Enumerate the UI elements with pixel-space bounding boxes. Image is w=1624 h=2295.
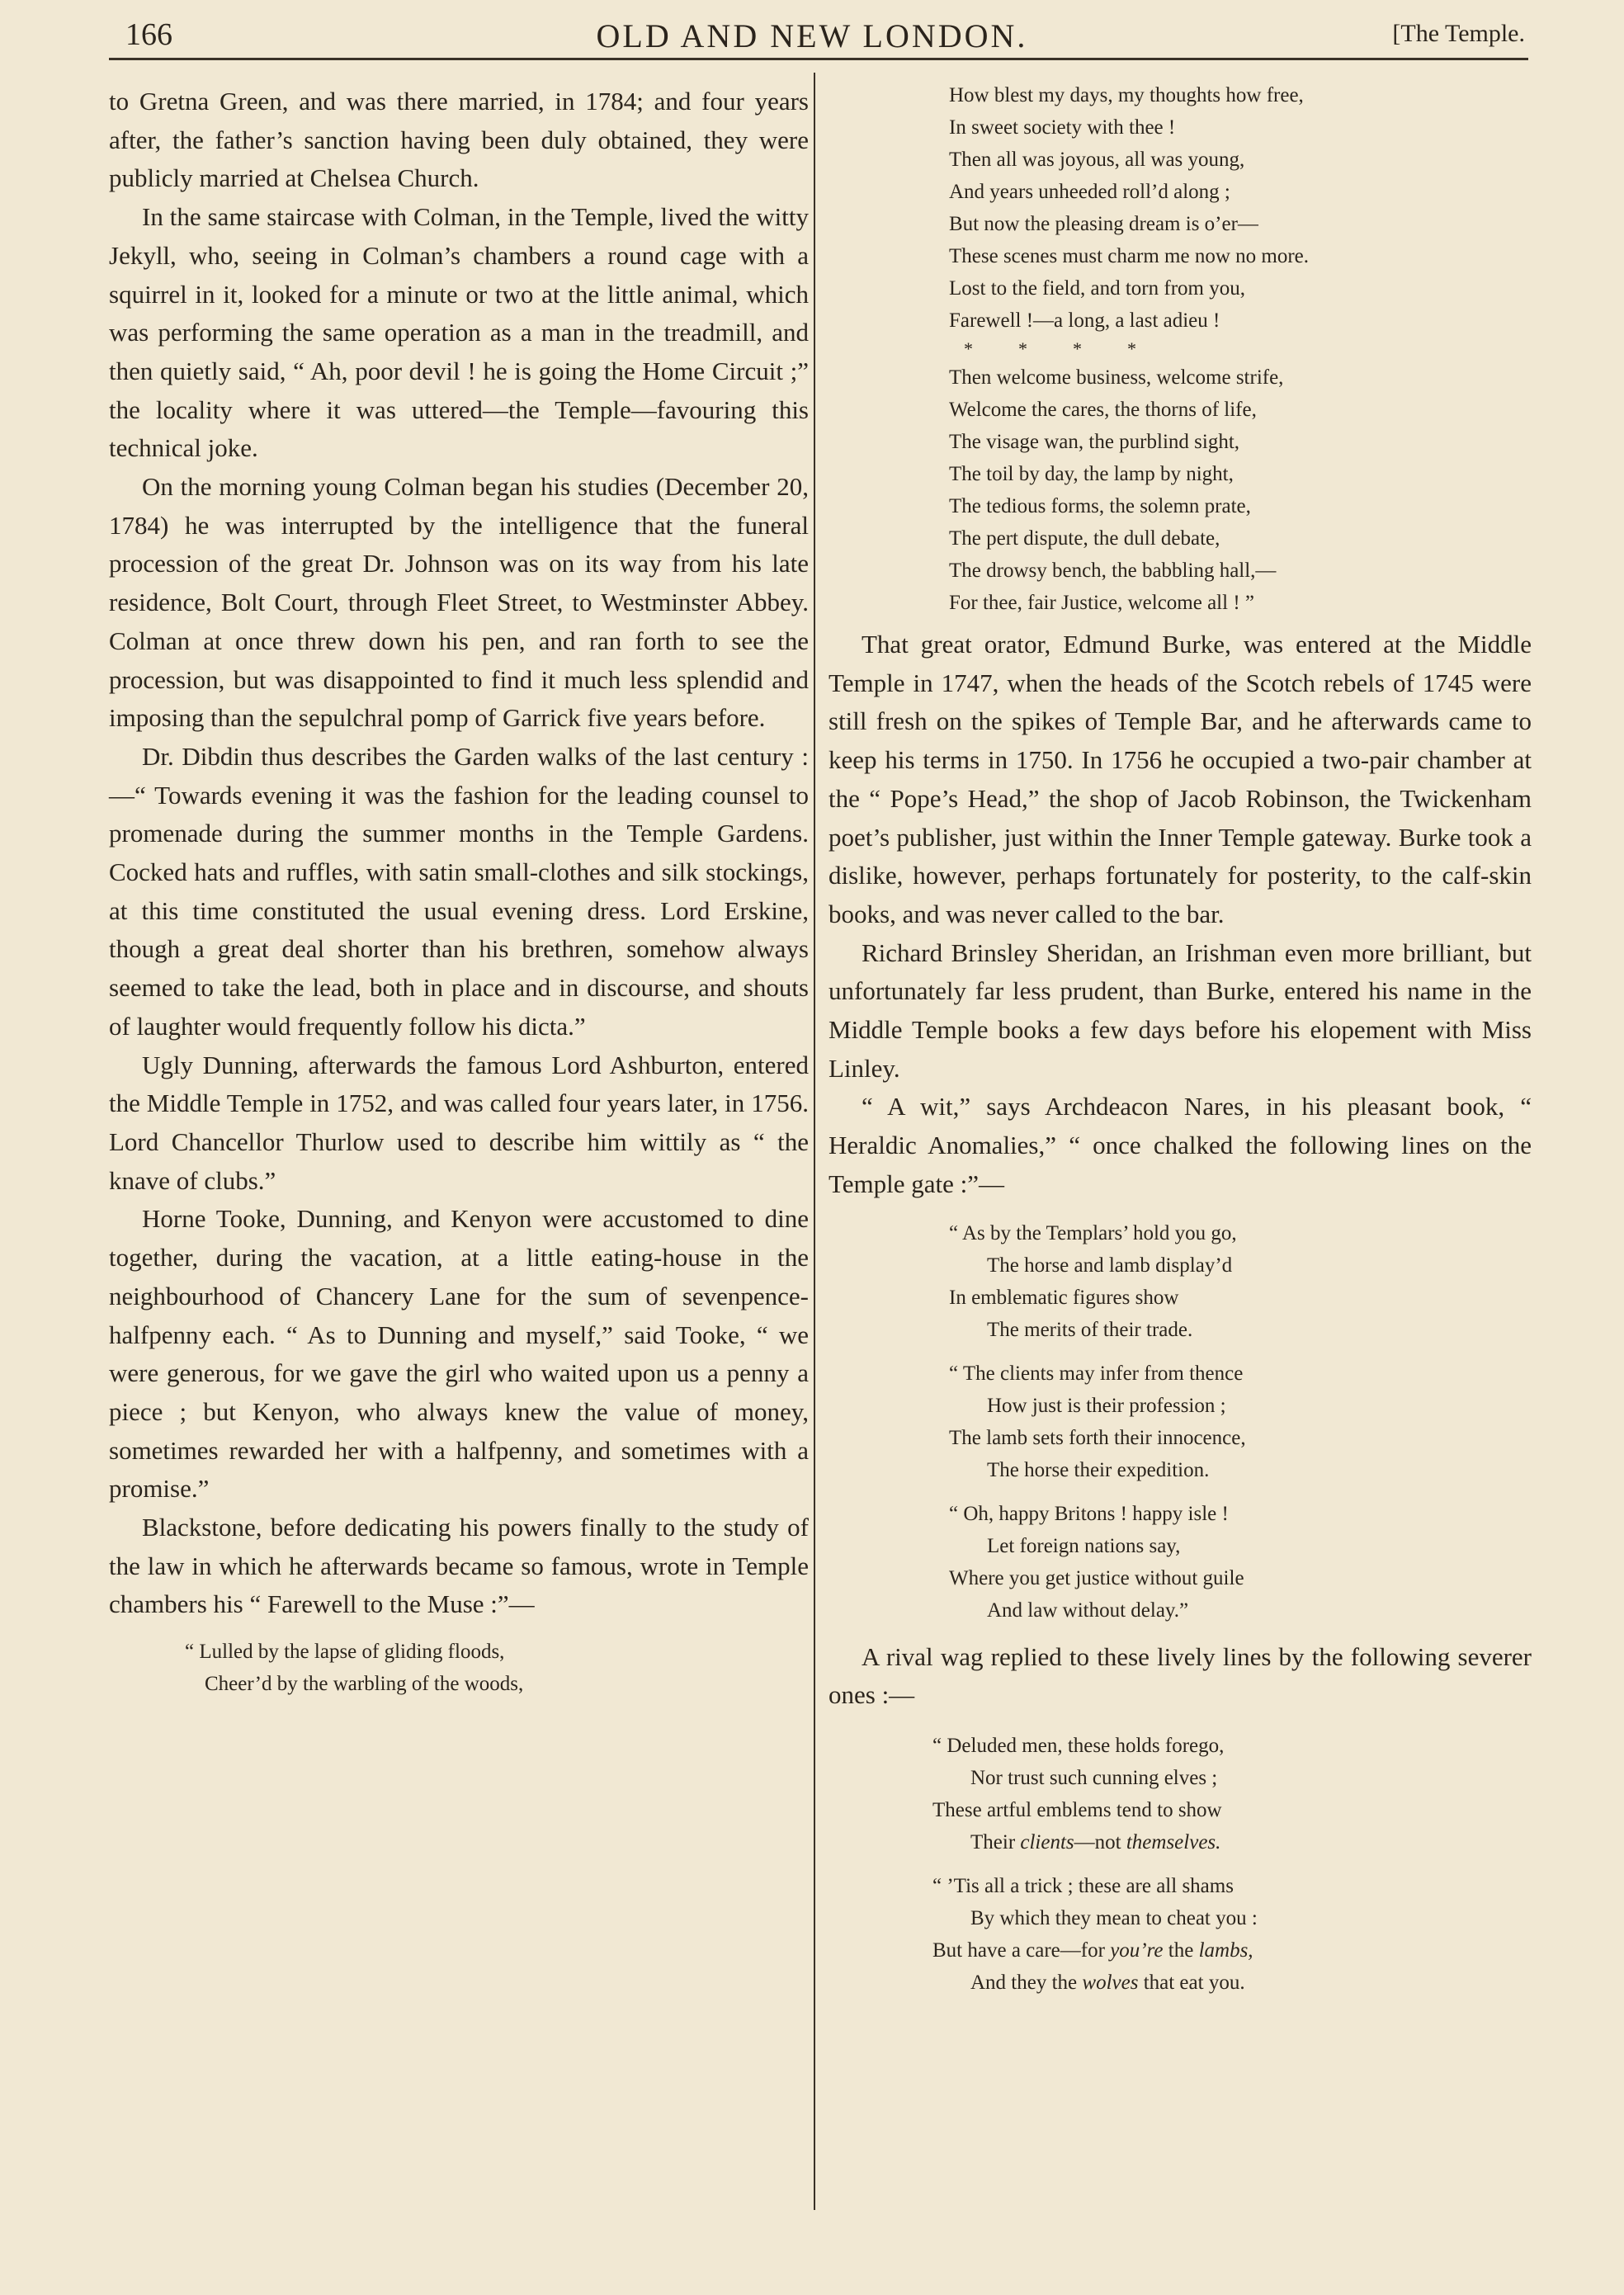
poem-line: Lost to the field, and torn from you,: [949, 277, 1245, 300]
poem-line: The horse their expedition.: [987, 1458, 1210, 1481]
poem-line: Let foreign nations say,: [987, 1534, 1181, 1557]
paragraph: to Gretna Green, and was there married, in 1784; and four years after, the father’s sanction having been duly obtained, they were publicly married at Chelsea Church.: [109, 87, 809, 193]
paragraph: Blackstone, before dedicating his powers finally to the study of the law in which he afterwards became so famous, wrote in Temple chambers his “ Farewell to the Muse :”—: [109, 1513, 809, 1619]
poem-line: [932, 1934, 1532, 1967]
poem-line: The drowsy bench, the babbling hall,—: [949, 560, 1277, 582]
text-run: And they the: [970, 1971, 1083, 1994]
paragraph: That great orator, Edmund Burke, was entered at the Middle Temple in 1747, when the heads of the Scotch rebels of 1745 were still fresh on the spikes of Temple Bar, and he afterwards came to keep his terms in 1750. In 1756 he occupied a two-pair chamber at the “ Pope’s Head,” the shop of Jacob Robinson, the Twickenham poet’s publisher, just within the Inner Temple gateway. Burke took a dislike, however, perhaps fortunately for posterity, to the calf-skin books, and was never called to the bar.: [829, 630, 1532, 928]
poem-line: Nor trust such cunning elves ;: [970, 1766, 1218, 1789]
paragraph: Horne Tooke, Dunning, and Kenyon were accustomed to dine together, during the vacation, at a little eating-house in the neighbourhood of Chancery Lane for the sum of sevenpence-halfpenny each. “ As to Dunning and myself,” said Tooke, “ we were generous, for we gave the girl who waited upon us a penny a piece ; but Kenyon, who always knew the value of money, sometimes rewarded her with a halfpenny, and sometimes with a promise.”: [109, 1204, 809, 1504]
stanza: [949, 1217, 1532, 1346]
poem-line: And law without delay.”: [987, 1598, 1189, 1622]
text-run: —not: [1074, 1830, 1126, 1853]
asterism: * * * *: [964, 338, 1136, 359]
text-run: Their: [970, 1830, 1021, 1853]
poem-line: These scenes must charm me now no more.: [949, 245, 1309, 267]
italic-run: themselves.: [1126, 1830, 1221, 1853]
italic-run: wolves: [1082, 1971, 1139, 1994]
poem-line: The tedious forms, the solemn prate,: [949, 495, 1251, 517]
poem-line: Farewell !—a long, a last adieu !: [949, 309, 1220, 332]
stanza: [949, 1358, 1532, 1486]
poem-line: By which they mean to cheat you :: [970, 1906, 1258, 1929]
stanza: [949, 1498, 1532, 1627]
poem-line: But now the pleasing dream is o’er—: [949, 213, 1258, 235]
poem-line: “ The clients may infer from thence: [949, 1362, 1244, 1385]
page-header: [0, 0, 1624, 66]
poem-line: How just is their profession ;: [987, 1394, 1226, 1417]
stanza: [932, 1730, 1532, 1858]
right-column: [829, 83, 1532, 2010]
poem-line: The merits of their trade.: [987, 1318, 1193, 1341]
paragraph: A rival wag replied to these lively lines by the following severer ones :—: [829, 1641, 1532, 1710]
poem-line: Cheer’d by the warbling of the woods,: [205, 1673, 524, 1696]
paragraph: On the morning young Colman began his studies (December 20, 1784) he was interrupted by the intelligence that the funeral procession of the great Dr. Johnson was on its way from his late residence, Bolt Court, through Fleet Street, to Westminster Abbey. Colman at once threw down his pen, and ran forth to see the procession, but was disappointed to find it much less splendid and imposing than the sepulchral pomp of Garrick five years before.: [109, 472, 809, 733]
italic-run: you’re: [1110, 1938, 1164, 1962]
poem-line: “ Lulled by the lapse of gliding floods,: [185, 1641, 505, 1664]
header-rule: [109, 58, 1528, 60]
poem-line: “ As by the Templars’ hold you go,: [949, 1221, 1237, 1244]
poem-line: [932, 1967, 1532, 1999]
paragraph: Ugly Dunning, afterwards the famous Lord Ashburton, entered the Middle Temple in 1752, and was called four years later, in 1756. Lord Chancellor Thurlow used to describe him wittily as “ the knave of clubs.”: [109, 1050, 809, 1195]
poem-line: These artful emblems tend to show: [932, 1798, 1222, 1821]
poem-line: “ Oh, happy Britons ! happy isle !: [949, 1502, 1229, 1525]
poem-line: Where you get justice without guile: [949, 1566, 1244, 1589]
temple-gate-verse: [829, 1217, 1532, 1627]
poem-line: [932, 1826, 1532, 1858]
section-label: [The Temple.: [1392, 20, 1525, 47]
page-number: 166: [125, 17, 172, 52]
farewell-poem-continued: [829, 79, 1532, 619]
italic-run: lambs,: [1198, 1938, 1253, 1962]
paragraph: Dr. Dibdin thus describes the Garden walks of the last century :—“ Towards evening it was the fashion for the leading counsel to promenade during the summer months in the Temple Gardens. Cocked hats and ruffles, with satin small-clothes and silk stockings, at this time constituted the usual evening dress. Lord Erskine, though a great deal shorter than his brethren, somehow always seemed to take the lead, both in place and in discourse, and shouts of laughter would frequently follow his dicta.”: [109, 741, 809, 1041]
poem-line: For thee, fair Justice, welcome all ! ”: [949, 592, 1254, 614]
poem-line: In sweet society with thee !: [949, 116, 1176, 139]
text-run: that eat you.: [1138, 1971, 1245, 1994]
text-run: the: [1163, 1938, 1199, 1962]
farewell-poem-opening: [109, 1636, 809, 1700]
italic-run: clients: [1020, 1830, 1074, 1853]
running-title: OLD AND NEW LONDON.: [596, 17, 1028, 54]
poem-line: Then all was joyous, all was young,: [949, 149, 1245, 171]
poem-line: In emblematic figures show: [949, 1286, 1179, 1309]
paragraph: “ A wit,” says Archdeacon Nares, in his pleasant book, “ Heraldic Anomalies,” “ once chalked the following lines on the Temple gate :”—: [829, 1092, 1532, 1198]
poem-line: The lamb sets forth their innocence,: [949, 1426, 1246, 1449]
poem-line: And years unheeded roll’d along ;: [949, 181, 1230, 203]
paragraph: Richard Brinsley Sheridan, an Irishman even more brilliant, but unfortunately far less prudent, than Burke, entered his name in the Middle Temple books a few days before his elopement with Miss Linley.: [829, 937, 1532, 1083]
left-column: [109, 83, 809, 1707]
column-divider: [814, 73, 815, 2210]
paragraph: In the same staircase with Colman, in the Temple, lived the witty Jekyll, who, seeing in Colman’s chambers a round cage with a squirrel in it, looked for a minute or two at the little animal, which was performing the same operation as a man in the treadmill, and then quietly said, “ Ah, poor devil ! he is going the Home Circuit ;” the locality where it was uttered—the Temple—favouring this technical joke.: [109, 202, 809, 463]
stanza: [932, 1870, 1532, 1999]
poem-line: “ ’Tis all a trick ; these are all shams: [932, 1874, 1234, 1897]
poem-line: “ Deluded men, these holds forego,: [932, 1734, 1225, 1757]
poem-line: The pert dispute, the dull debate,: [949, 527, 1220, 550]
poem-line: How blest my days, my thoughts how free,: [949, 84, 1304, 106]
poem-line: Then welcome business, welcome strife,: [949, 366, 1284, 389]
poem-line: The toil by day, the lamp by night,: [949, 463, 1234, 485]
rival-verse: [829, 1730, 1532, 1999]
text-run: But have a care—for: [932, 1938, 1111, 1962]
poem-line: The visage wan, the purblind sight,: [949, 431, 1240, 453]
poem-line: Welcome the cares, the thorns of life,: [949, 399, 1257, 421]
poem-line: The horse and lamb display’d: [987, 1254, 1233, 1277]
